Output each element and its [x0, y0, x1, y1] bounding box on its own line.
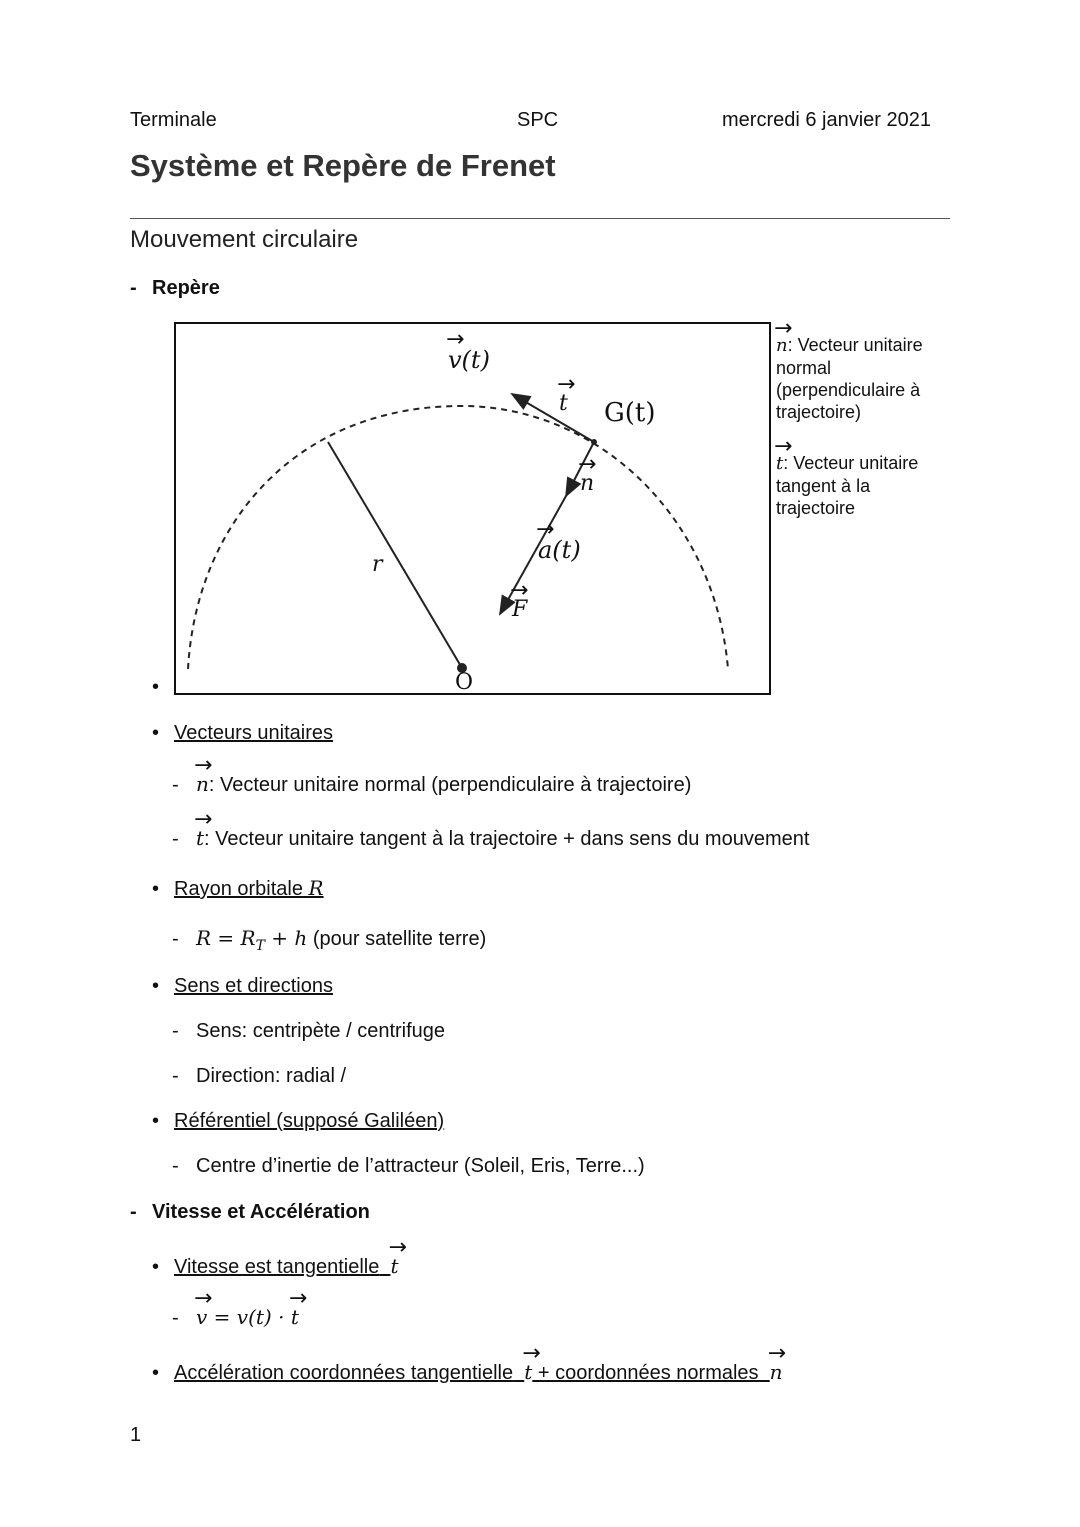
sub-item-normal: -→ n: Vecteur unitaire normal (perpendiculaire à trajectoire) — [172, 772, 691, 797]
frenet-diagram — [174, 322, 771, 695]
t-vector-symbol: → t — [776, 453, 783, 475]
section-heading-repere — [130, 277, 220, 300]
bullet-acceleration: • Accélération coordonnées tangentielle → t + coordonnées normales → n — [152, 1360, 783, 1385]
sub-item-direction: - Direction: radial / — [172, 1065, 347, 1087]
bullet-sens: • Sens et directions — [152, 975, 333, 997]
sub-item-rayon-formula: - $R = R_T + h$ (pour satellite terre) — [172, 926, 487, 954]
empty-bullet: • — [152, 676, 160, 698]
label-r: r — [372, 552, 383, 577]
sub-item-centre: - Centre d’inertie de l’attracteur (Soleil, Eris, Terre...) — [172, 1155, 645, 1177]
sub-item-tangent: -→ t: Vecteur unitaire tangent à la trajectoire + dans sens du mouvement — [172, 826, 809, 851]
dash-marker: - — [130, 277, 137, 299]
bullet-referentiel: • Référentiel (supposé Galiléen) — [152, 1110, 445, 1132]
label-a: → a(t) — [538, 536, 581, 565]
sub-item-sens: - Sens: centripète / centrifuge — [172, 1020, 446, 1042]
side-note-tangent: → t: Vecteur unitaire tangent à la trajectoire — [776, 452, 946, 519]
bullet-vitesse: • Vitesse est tangentielle → t — [152, 1254, 399, 1279]
dash-marker: - — [130, 1201, 137, 1223]
divider — [130, 218, 950, 219]
label-n: → n — [580, 470, 594, 496]
page-subtitle: Mouvement circulaire — [130, 226, 359, 253]
label-v: → v(t) — [448, 346, 490, 375]
bullet-rayon: • Rayon orbitale R — [152, 876, 324, 900]
radius-line — [328, 442, 462, 668]
side-note-normal: → n: Vecteur unitaire normal (perpendiculaire à trajectoire) — [776, 334, 946, 423]
n-vector-symbol: → n — [776, 335, 788, 357]
moving-point — [591, 439, 597, 445]
frenet-diagram-svg — [176, 324, 769, 693]
section-heading-text: Repère — [152, 277, 220, 299]
section-heading-vitesse — [130, 1201, 370, 1224]
label-t: → t — [559, 390, 568, 416]
tangent-vector-arrow — [512, 394, 594, 442]
header-class: Terminale — [130, 109, 217, 131]
label-F: → F — [512, 596, 527, 622]
label-G: G(t) — [604, 398, 656, 428]
trajectory-arc — [188, 406, 728, 669]
page-number: 1 — [130, 1424, 142, 1446]
bullet-vecteurs: • Vecteurs unitaires — [152, 722, 333, 744]
section-heading-text: Vitesse et Accélération — [152, 1201, 370, 1223]
sub-item-vitesse-formula: -→ v = v(t) · → t — [172, 1305, 299, 1330]
label-O: O — [455, 670, 474, 695]
header-subject: SPC — [517, 109, 559, 131]
page-title: Système et Repère de Frenet — [130, 148, 556, 183]
header-date: mercredi 6 janvier 2021 — [722, 109, 931, 131]
